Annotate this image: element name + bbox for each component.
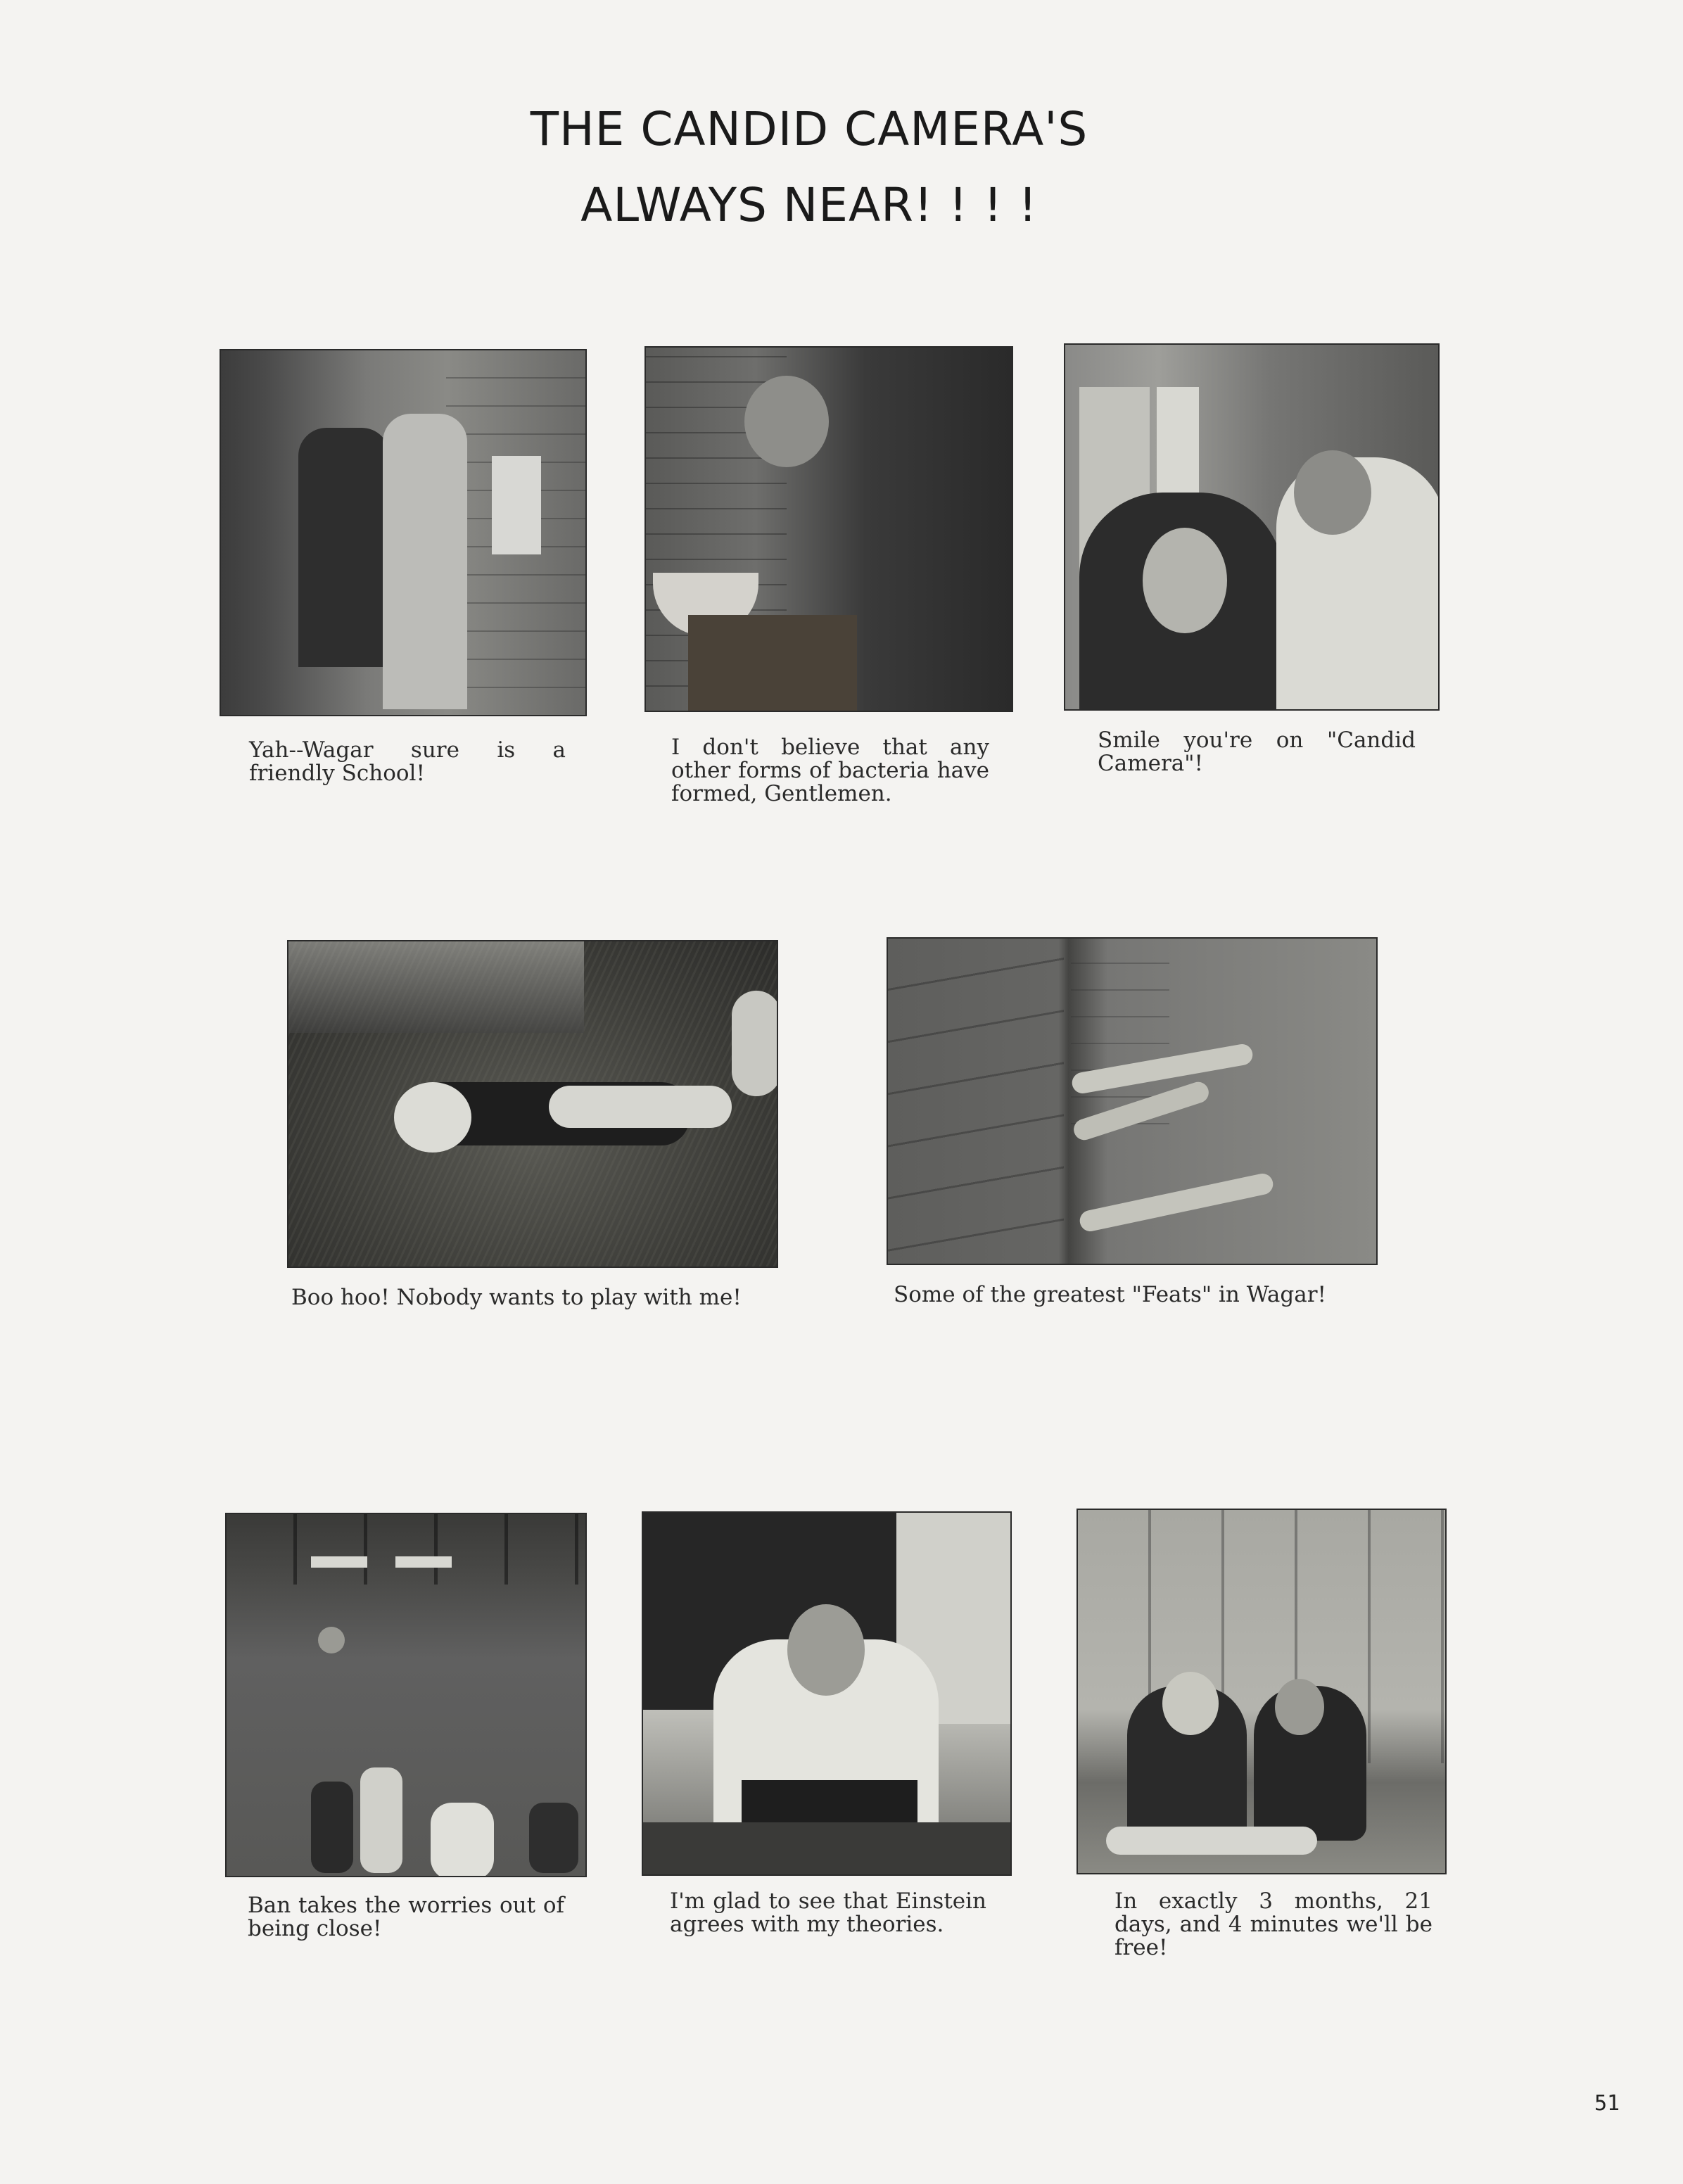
photo-candid-camera-pair <box>1064 343 1440 711</box>
caption-photo-6: Ban takes the worries out of being close! <box>248 1893 564 1941</box>
page-title-line-2: ALWAYS NEAR! ! ! ! <box>580 178 1038 232</box>
page-title <box>422 91 1196 243</box>
photo-bacteria-lab <box>644 346 1013 712</box>
page-number: 51 <box>1594 2091 1620 2116</box>
photo-hallway-couple <box>220 349 587 716</box>
caption-photo-5: Some of the greatest "Feats" in Wagar! <box>894 1282 1326 1307</box>
caption-photo-4: Boo hoo! Nobody wants to play with me! <box>291 1285 742 1310</box>
photo-lockers-girls <box>1077 1509 1447 1874</box>
caption-photo-3: Smile you're on "Candid Camera"! <box>1098 728 1416 776</box>
caption-photo-7: I'm glad to see that Einstein agrees with my theories. <box>670 1888 986 1937</box>
photo-football-player <box>287 940 778 1268</box>
caption-photo-1: Yah--Wagar sure is a friendly School! <box>249 737 566 786</box>
photo-locker-feet <box>887 937 1378 1265</box>
photo-gym-basketball <box>225 1513 587 1877</box>
photo-einstein-reader <box>642 1511 1012 1876</box>
caption-photo-8: In exactly 3 months, 21 days, and 4 minutes we'll be free! <box>1114 1888 1433 1960</box>
caption-photo-2: I don't believe that any other forms of bacteria have formed, Gentlemen. <box>671 735 989 806</box>
page-title-line-1: THE CANDID CAMERA'S <box>530 102 1088 156</box>
